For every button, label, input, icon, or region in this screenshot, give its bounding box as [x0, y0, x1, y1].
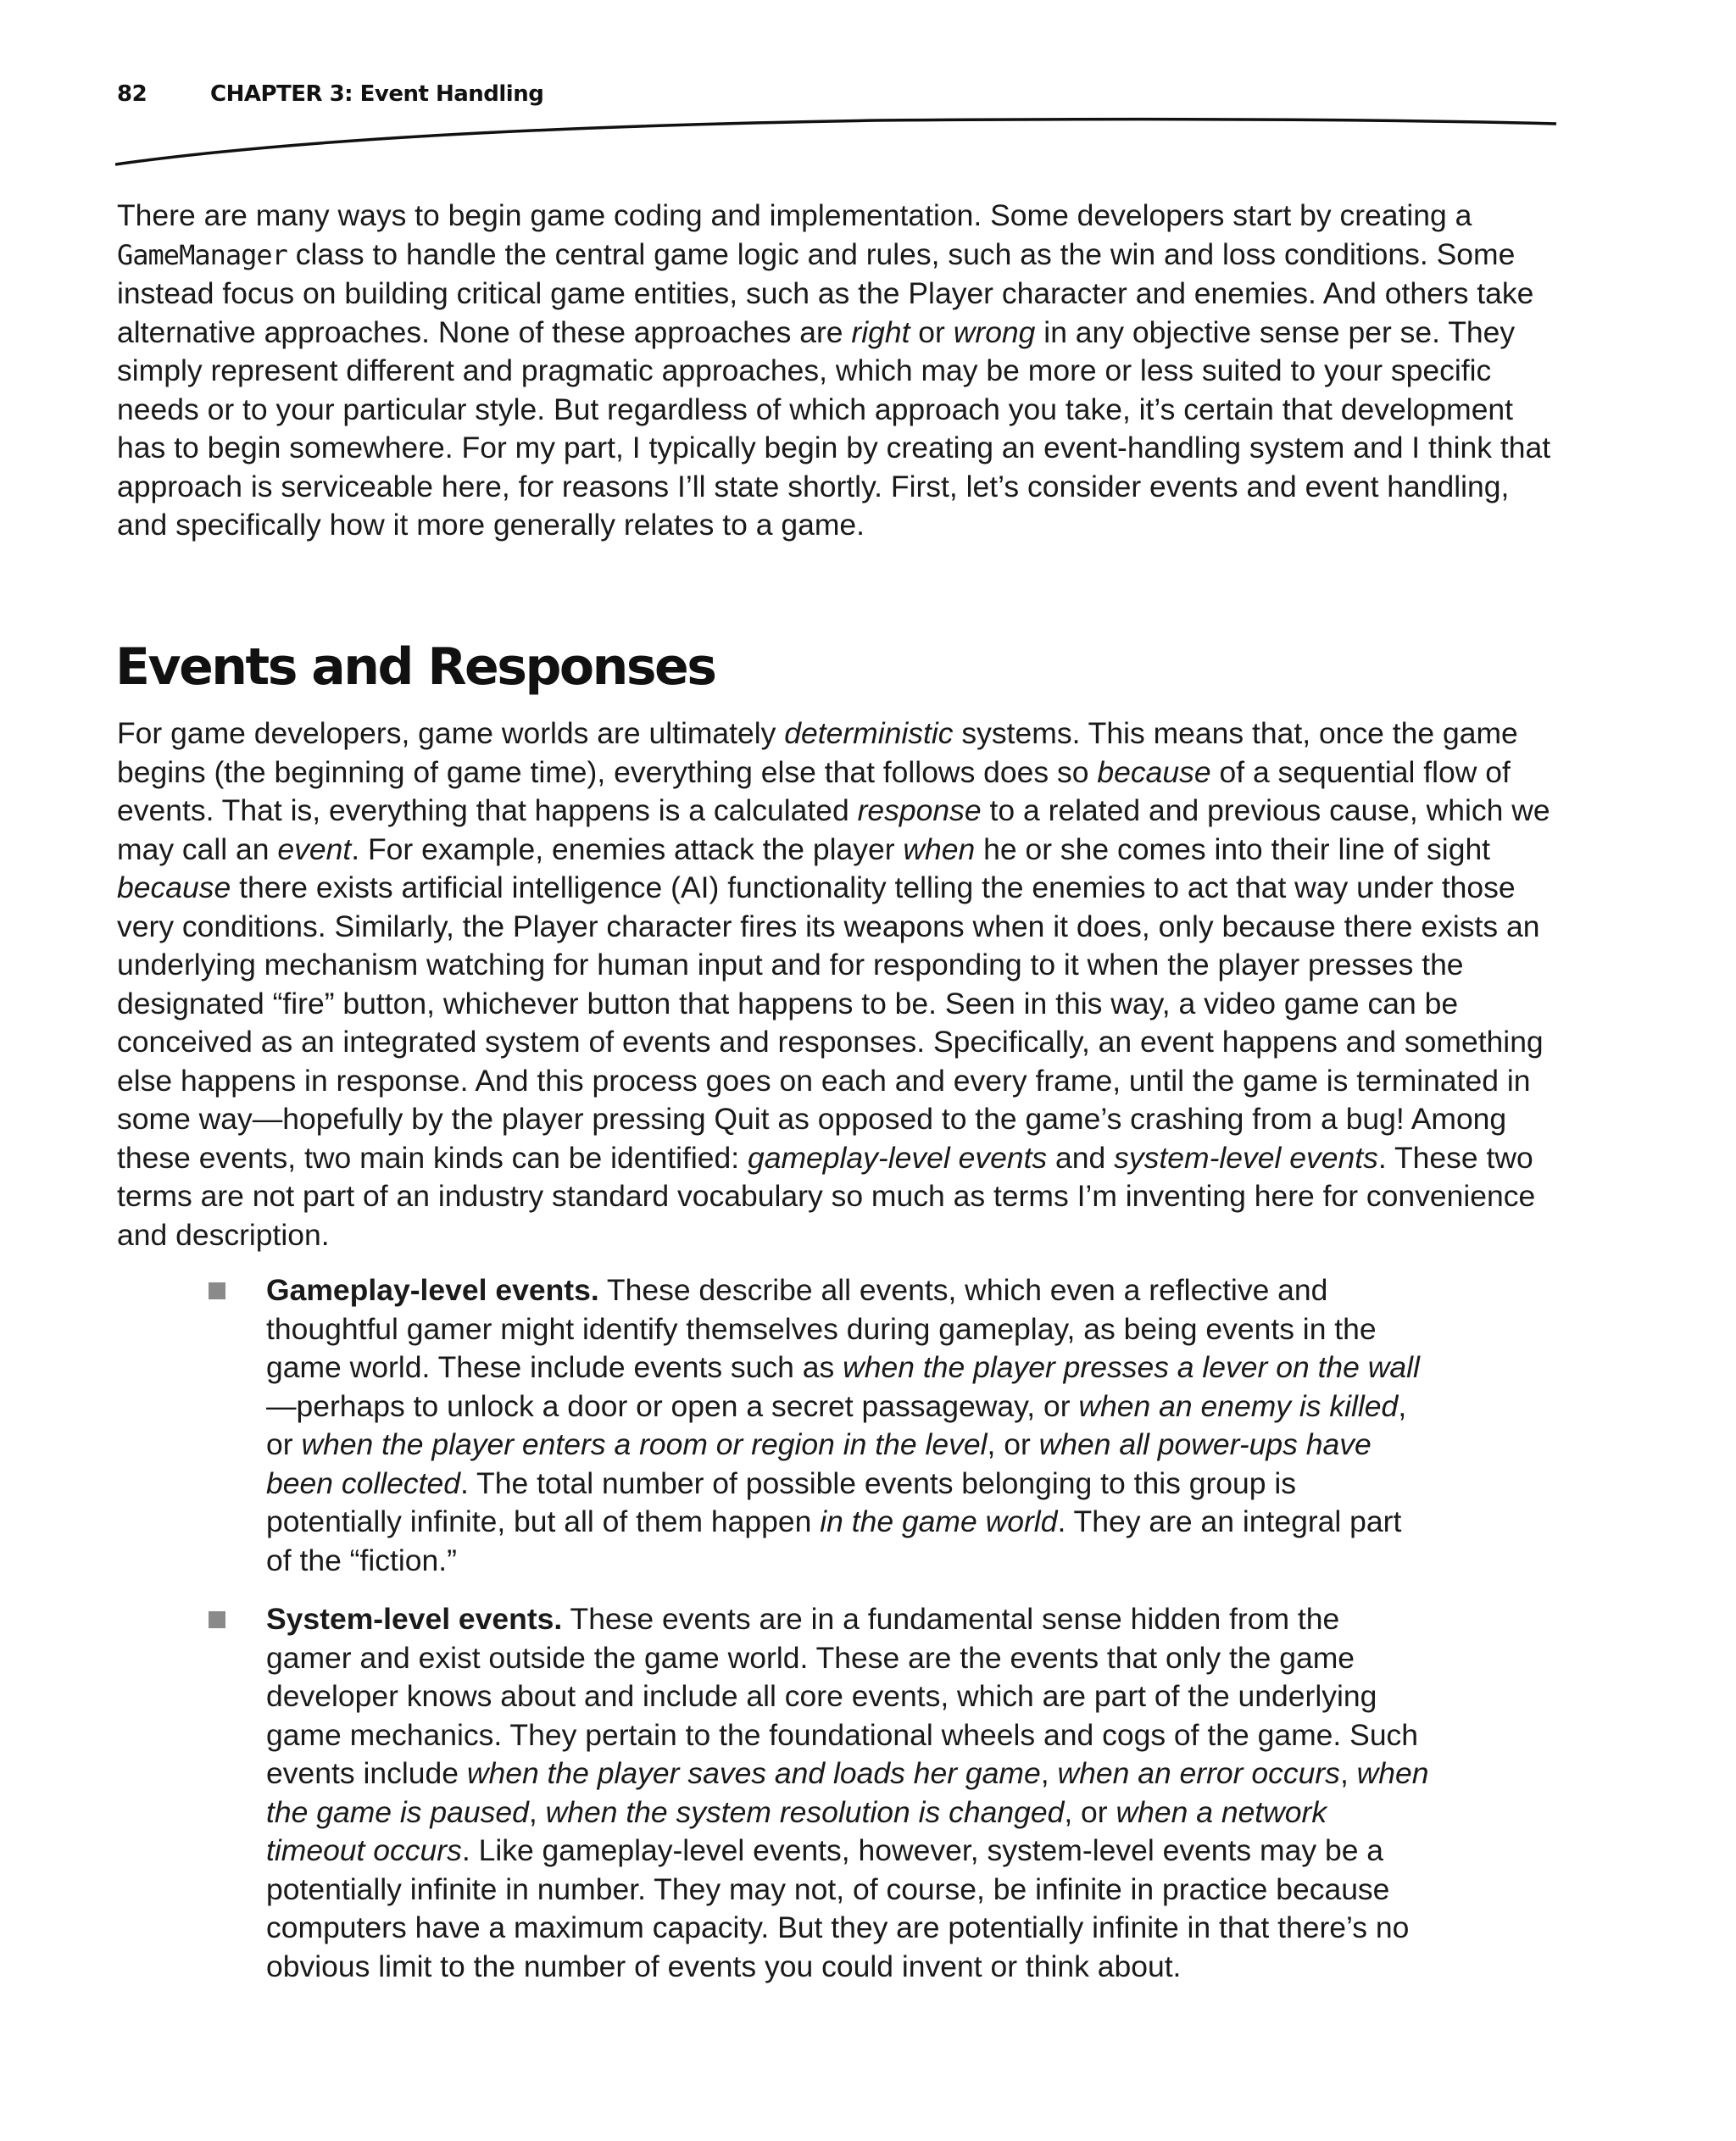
bullet-lead: Gameplay-level events. [266, 1273, 599, 1307]
inline-code: GameManager [117, 238, 287, 271]
intro-paragraph: There are many ways to begin game coding and implementation. Some developers start by creating a GameManager class to handle the central game logic and rules, such as the win and loss conditions. Some instead focus on building critical game entities, such as the Player character and enemies. And others take alternative approaches. None of these approaches are right or wrong in any objective sense per se. They simply represent different and pragmatic approaches, which may be more or less suited to your specific needs or to your particular style. But regardless of which approach you take, it’s certain that development has to begin somewhere. For my part, I typically begin by creating an event-handling system and I think that approach is serviceable here, for reasons I’ll state shortly. First, let’s consider events and event handling, and specifically how it more generally relates to a game. [117, 198, 1551, 542]
list-item: System-level events. These events are in a fundamental sense hidden from the gamer and exist outside the game world. These are the events that only the game developer knows about and include all core events, which are part of the underlying game mechanics. They pertain to the foundational wheels and cogs of the game. Such events include when the player saves and loads her game, when an error occurs, when the game is paused, when the system resolution is changed, or when a network timeout occurs. Like gameplay-level events, however, system-level events may be a potentially infinite in number. They may not, of course, be infinite in practice because computers have a maximum capacity. But they are potentially infinite in that there’s no obvious limit to the number of events you could invent or think about. [209, 1600, 1429, 1986]
header-rule [115, 114, 1556, 173]
section-paragraph: For game developers, game worlds are ultimately deterministic systems. This means that, once the game begins (the beginning of game time), everything else that follows does so because of a sequential flow of events. That is, everything that happens is a calculated response to a related and previous cause, which we may call an event. For example, enemies attack the player when he or she comes into their line of sight because there exists artificial intelligence (AI) functionality telling the enemies to act that way under those very conditions. Similarly, the Player character fires its weapons when it does, only because there exists an underlying mechanism watching for human input and for responding to it when the player presses the designated “fire” button, whichever button that happens to be. Seen in this way, a video game can be conceived as an integrated system of events and responses. Specifically, an event happens and something else happens in response. And this process goes on each and every frame, until the game is terminated in some way—hopefully by the player pressing Quit as opposed to the game’s crashing from a bug! Among these events, two main kinds can be identified: gameplay-level events and system-level events. These two terms are not part of an industry standard vocabulary so much as terms I’m inventing here for convenience and description. [117, 716, 1550, 1252]
square-bullet-icon [209, 1611, 225, 1628]
chapter-title: CHAPTER 3: Event Handling [210, 81, 544, 107]
bullet-list [209, 1271, 1429, 2006]
bullet-lead: System-level events. [266, 1602, 563, 1636]
square-bullet-icon [209, 1282, 225, 1299]
list-item: Gameplay-level events. These describe all events, which even a reflective and thoughtful gamer might identify themselves during gameplay, as being events in the game world. These include events such as when the player presses a lever on the wall—perhaps to unlock a door or open a secret passageway, or when an enemy is killed, or when the player enters a room or region in the level, or when all power-ups have been collected. The total number of possible events belonging to this group is potentially infinite, but all of them happen in the game world. They are an integral part of the “fiction.” [209, 1271, 1429, 1580]
section-heading: Events and Responses [115, 637, 715, 697]
running-header [117, 81, 543, 115]
page-number: 82 [117, 81, 147, 107]
